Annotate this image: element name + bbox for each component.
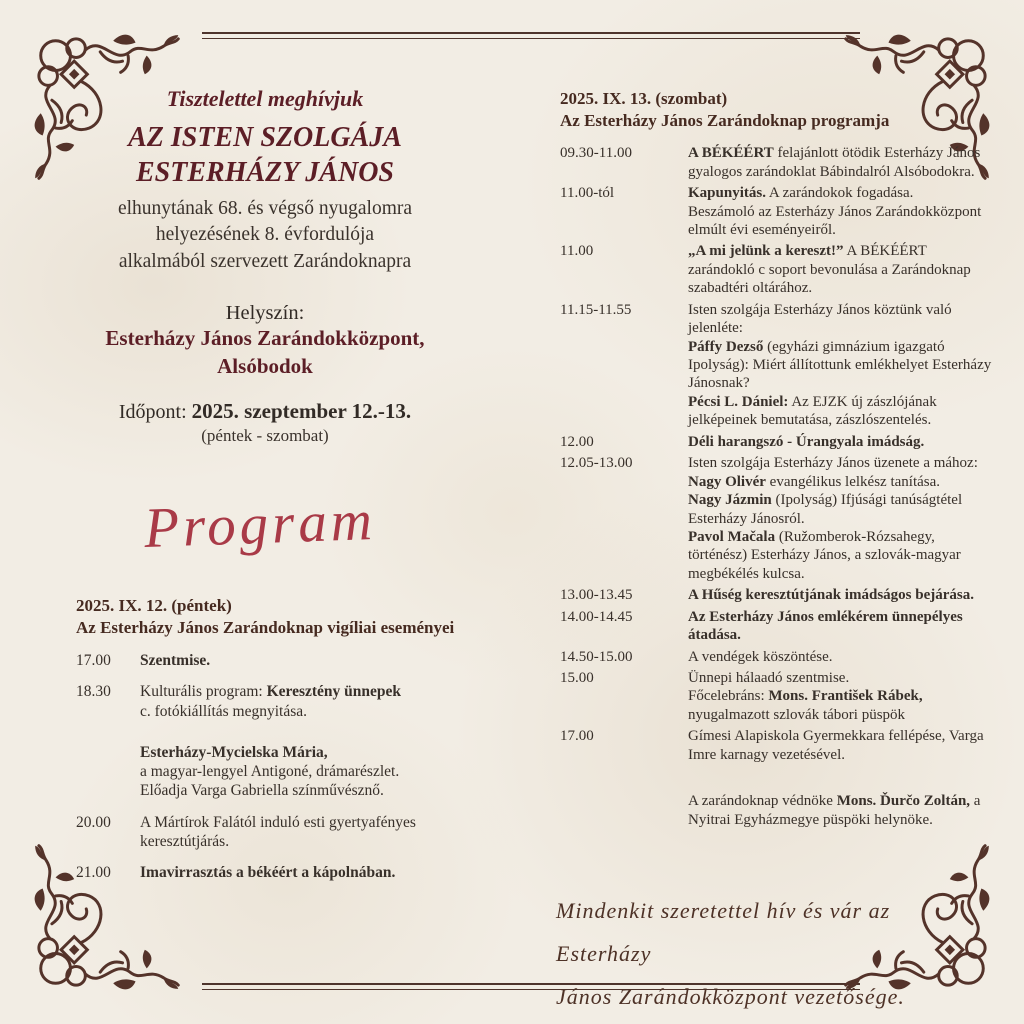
invite-line: Tisztelettel meghívjuk (166, 86, 364, 111)
event-date-line (55, 399, 475, 424)
program-text: Gímesi Alapiskola Gyermekkara fellépése, Varga Imre karnagy vezetésével. (688, 728, 984, 763)
program-text: c. fotókiállítás megnyitása. (140, 702, 308, 720)
program-text: A zarándoknap védnöke (688, 793, 837, 810)
program-text: nyugalmazott szlovák tábori püspök (688, 706, 906, 723)
program-paragraph (140, 813, 480, 851)
program-text-bold: Nagy Jázmin (688, 492, 772, 509)
program-text-bold: „A mi jelünk a kereszt!” (688, 243, 844, 260)
program-paragraph (140, 781, 480, 800)
program-description (688, 648, 996, 666)
program-time: 17.00 (560, 728, 594, 745)
program-paragraph (140, 651, 480, 670)
program-description (688, 669, 996, 724)
program-paragraph (688, 144, 996, 181)
subtitle-line2: helyezésének 8. évfordulója (155, 224, 375, 246)
program-description (688, 454, 996, 583)
day1-program-list (76, 651, 480, 882)
program-paragraph (140, 702, 480, 721)
program-row (560, 792, 996, 829)
program-text: Isten szolgája Esterházy János üzenete a mához: (688, 455, 978, 472)
program-text: Kulturális program: (140, 683, 267, 701)
program-text: A Mártírok Falától induló esti gyertyafényes keresztútjárás. (140, 813, 416, 850)
program-description (140, 863, 480, 882)
program-paragraph (688, 473, 996, 491)
program-day1-section (76, 595, 480, 882)
program-text: a Nyitrai Egyházmegye püspöki helynöke. (688, 793, 981, 828)
program-paragraph (688, 608, 996, 645)
program-text: A vendégek köszöntése. (688, 648, 833, 665)
program-row (76, 651, 480, 670)
program-text: Ünnepi hálaadó szentmise. (688, 670, 850, 686)
program-row (76, 682, 480, 720)
program-paragraph (140, 682, 480, 701)
program-text-bold: Nagy Olivér (688, 473, 766, 490)
event-title-line1: AZ ISTEN SZOLGÁJA (128, 122, 402, 153)
program-paragraph (688, 491, 996, 528)
program-time: 13.00-13.45 (560, 587, 633, 604)
program-time: 14.50-15.00 (560, 648, 633, 665)
program-text: Isten szolgája Esterházy János köztünk való jelenléte: (688, 301, 952, 337)
program-description (688, 727, 996, 764)
program-text: A zarándokok fogadása. (765, 185, 914, 202)
program-description (140, 813, 480, 851)
program-text-bold: Kapunyitás. (688, 185, 766, 202)
program-paragraph (688, 454, 996, 472)
program-row (560, 242, 996, 297)
program-paragraph (688, 242, 996, 297)
day1-date-header: 2025. IX. 12. (péntek) (76, 596, 232, 615)
program-description (140, 651, 480, 670)
program-paragraph (688, 433, 996, 451)
program-script-title: Program (143, 488, 377, 561)
program-paragraph (688, 687, 996, 724)
program-text-bold: Pécsi L. Dániel: (688, 393, 789, 410)
venue-label: Helyszín: (225, 302, 305, 325)
program-paragraph (688, 669, 996, 687)
program-row (76, 813, 480, 851)
program-row (560, 454, 996, 583)
program-text: Előadja Varga Gabriella színművésznő. (140, 782, 384, 800)
program-row (560, 184, 996, 239)
day2-subheader: Az Esterházy János Zarándoknap programja (560, 111, 890, 131)
program-time: 20.00 (76, 813, 111, 831)
program-row (560, 608, 996, 645)
program-time: 17.00 (76, 652, 111, 670)
closing-script-line1: Mindenkit szeretettel hív és vár az Esterházy (556, 898, 891, 966)
program-time: 15.00 (560, 670, 594, 686)
program-day2-section (560, 88, 996, 829)
program-description (688, 144, 996, 181)
program-text-bold: Keresztény ünnepek (266, 683, 402, 701)
closing-script-line2: János Zarándokközpont vezetősége. (556, 983, 905, 1009)
event-title-line2: ESTERHÁZY JÁNOS (135, 157, 394, 189)
program-description (688, 586, 996, 604)
program-time: 11.00 (560, 243, 594, 260)
program-text-bold: Páffy Dezső (688, 338, 764, 355)
program-time: 11.00-tól (560, 185, 615, 202)
day2-date-header: 2025. IX. 13. (szombat) (560, 89, 728, 108)
program-text-bold: Pavol Mačala (688, 528, 776, 545)
program-text: (Ipolyság) Ifjúsági tanúságtétel Esterházy Jánosról. (688, 492, 963, 527)
program-row (560, 433, 996, 451)
program-description (688, 433, 996, 451)
program-text-bold: A Hűség keresztútjának imádságos bejárása. (688, 587, 974, 604)
program-text: (egyházi gimnázium igazgató Ipolyság): Miért állítottunk emlékhelyet Esterházy Jánosnak? (688, 338, 992, 392)
subtitle-line3: alkalmából szervezett Zarándoknapra (118, 251, 412, 273)
program-row (560, 586, 996, 604)
program-text-bold: Szentmise. (140, 652, 211, 670)
program-text: Beszámoló az Esterházy János Zarándokközpont elmúlt évi eseményeiről. (688, 203, 982, 238)
program-row (560, 648, 996, 666)
program-row (560, 144, 996, 181)
day1-subheader: Az Esterházy János Zarándoknap vigíliai eseményei (76, 618, 455, 638)
program-text-bold: Mons. František Rábek, (768, 688, 923, 705)
program-paragraph (688, 586, 996, 604)
program-paragraph (688, 528, 996, 583)
program-paragraph (688, 727, 996, 764)
subtitle-line1: elhunytának 68. és végső nyugalomra (117, 197, 413, 219)
program-paragraph (140, 743, 480, 762)
program-row (76, 863, 480, 882)
program-time: 12.00 (560, 433, 594, 450)
program-time: 18.30 (76, 683, 111, 701)
program-paragraph (688, 203, 996, 240)
program-description (688, 242, 996, 297)
program-text: A BÉKÉÉRT zarándokló c soport bevonulása a Zarándoknap szabadtéri oltárához. (688, 243, 971, 297)
program-text-bold: Esterházy-Mycielska Mária, (140, 743, 328, 761)
program-text: evangélikus lelkész tanítása. (765, 473, 941, 490)
program-text: a magyar-lengyel Antigoné, drámarészlet. (140, 763, 400, 781)
program-paragraph (688, 338, 996, 393)
program-row (560, 301, 996, 430)
program-text-bold: Mons. Ďurčo Zoltán, (836, 793, 971, 810)
program-paragraph (688, 301, 996, 338)
program-time: 11.15-11.55 (560, 301, 632, 318)
program-text-bold: Déli harangszó - Úrangyala imádság. (688, 433, 925, 450)
program-paragraph (140, 762, 480, 781)
program-description (688, 184, 996, 239)
date-note: (péntek - szombat) (201, 425, 329, 445)
program-row (76, 743, 480, 801)
program-description (688, 792, 996, 829)
program-paragraph (688, 184, 996, 202)
program-description (140, 743, 480, 801)
program-paragraph (688, 393, 996, 430)
program-text: Főcelebráns: (688, 688, 769, 705)
program-row (560, 727, 996, 764)
program-text-bold: Az Esterházy János emlékérem ünnepélyes átadása. (688, 608, 963, 644)
program-text: felajánlott ötödik Esterházy János gyalogos zarándoklat Bábindalról Alsóbodokra. (688, 145, 981, 180)
top-double-rule (202, 32, 860, 39)
event-subtitle (55, 196, 475, 277)
program-text: Az EJZK új zászlójának jelképeinek bemutatása, zászlószentelés. (688, 393, 937, 429)
program-text-bold: Imavirrasztás a békéért a kápolnában. (140, 863, 396, 881)
day2-program-list (560, 144, 996, 829)
program-paragraph (688, 792, 996, 829)
invitation-header (55, 86, 475, 446)
venue-city: Alsóbodok (217, 353, 313, 378)
date-label: Időpont: (118, 400, 187, 423)
program-time: 09.30-11.00 (560, 145, 632, 162)
program-text-bold: A BÉKÉÉRT (688, 145, 774, 162)
program-row (560, 669, 996, 724)
date-value: 2025. szeptember 12.-13. (191, 398, 412, 423)
program-time: 14.00-14.45 (560, 608, 633, 625)
program-text: (Ružomberok-Rózsahegy, történész) Esterházy János, a szlovák-magyar megbékélés kulcsa. (688, 528, 961, 582)
program-time: 21.00 (76, 863, 111, 881)
program-description (688, 301, 996, 430)
program-paragraph (140, 863, 480, 882)
program-paragraph (688, 648, 996, 666)
program-time: 12.05-13.00 (560, 455, 633, 472)
closing-script (556, 890, 916, 1019)
venue-name: Esterházy János Zarándokközpont, (105, 326, 425, 351)
program-description (688, 608, 996, 645)
program-description (140, 682, 480, 720)
